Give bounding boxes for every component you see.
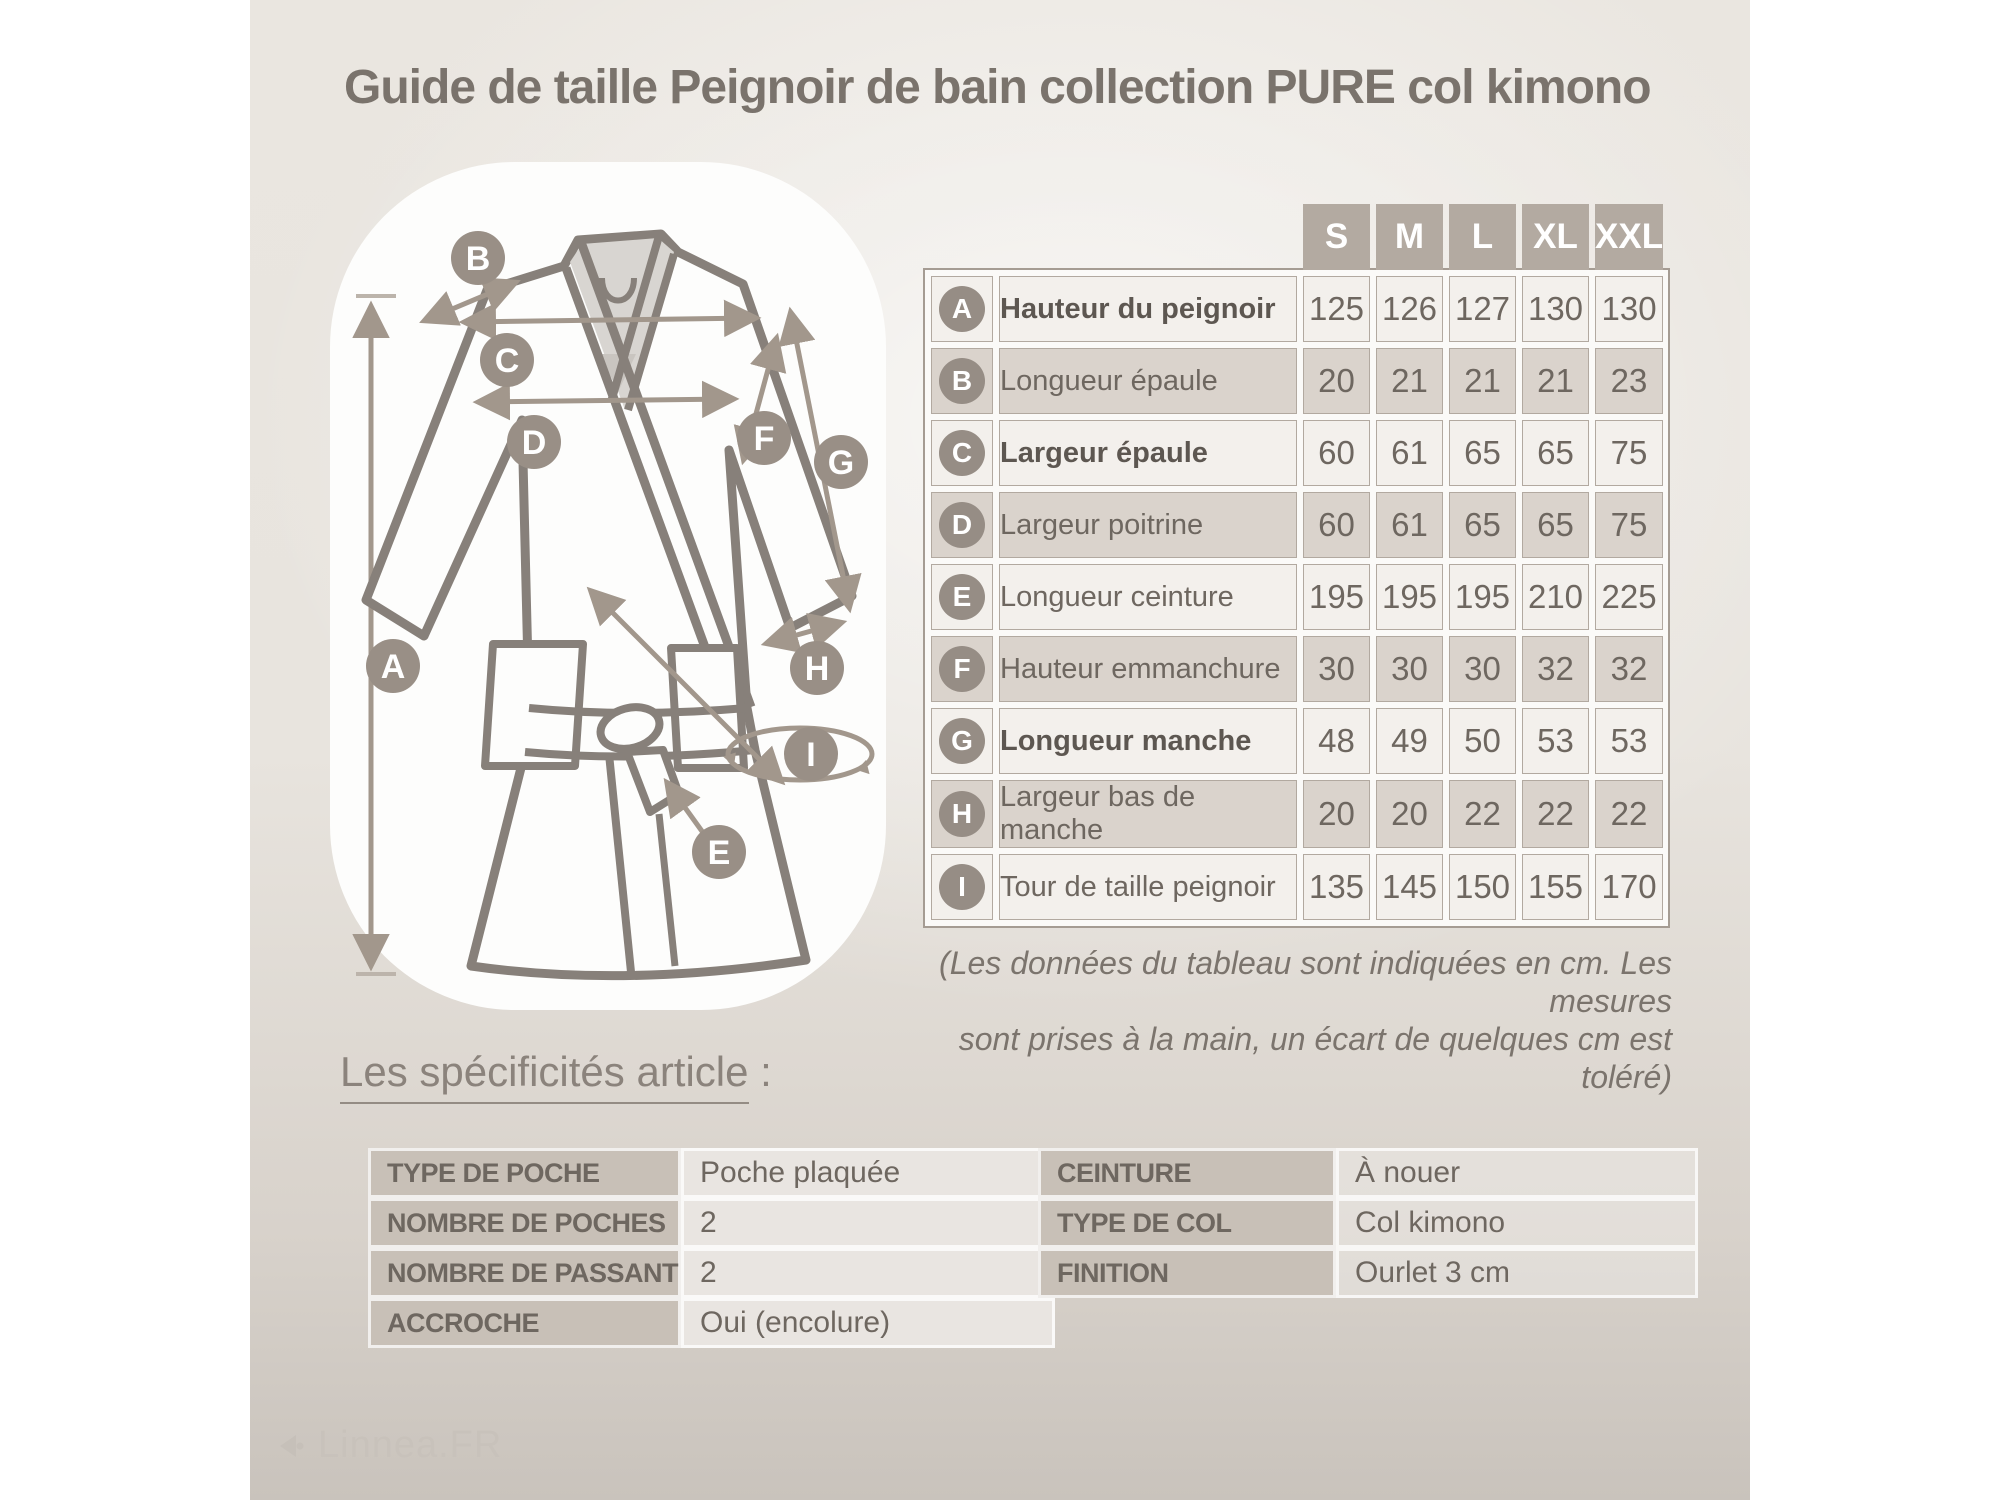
- cell-value: 65: [1522, 420, 1589, 486]
- cell-value: 61: [1376, 492, 1443, 558]
- specifics-heading: [340, 1048, 772, 1096]
- spec-value: Oui (encolure): [681, 1298, 1055, 1348]
- cell-value: 50: [1449, 708, 1516, 774]
- cell-value: 75: [1595, 420, 1663, 486]
- header-spacer: [999, 204, 1297, 270]
- table-row-g: [931, 708, 1663, 774]
- row-letter-badge: H: [939, 791, 985, 837]
- size-header-m: M: [1376, 204, 1443, 270]
- table-row-d: [931, 492, 1663, 558]
- size-header-l: L: [1449, 204, 1516, 270]
- row-letter-badge: B: [939, 358, 985, 404]
- row-label: Largeur poitrine: [999, 492, 1297, 558]
- cell-value: 30: [1449, 636, 1516, 702]
- cell-value: 30: [1376, 636, 1443, 702]
- spec-row: [1038, 1198, 1698, 1248]
- cell-value: 61: [1376, 420, 1443, 486]
- cell-value: 125: [1303, 276, 1370, 342]
- brand-logo: [272, 1424, 502, 1467]
- cell-value: 195: [1303, 564, 1370, 630]
- badge-b-label: B: [465, 240, 491, 278]
- specifics-table-left: [368, 1148, 1055, 1348]
- badge-h-label: H: [804, 650, 830, 688]
- spec-label: NOMBRE DE PASSANT: [368, 1248, 681, 1298]
- cell-value: 170: [1595, 854, 1663, 920]
- row-letter-badge: D: [939, 502, 985, 548]
- cell-value: 195: [1449, 564, 1516, 630]
- spec-row: [368, 1148, 1055, 1198]
- measure-d-arrow: [480, 399, 732, 402]
- cell-value: 22: [1449, 780, 1516, 848]
- badge-d-label: D: [521, 424, 547, 462]
- row-label: Longueur épaule: [999, 348, 1297, 414]
- row-letter-badge: A: [939, 286, 985, 332]
- spec-value: Ourlet 3 cm: [1336, 1248, 1698, 1298]
- cell-value: 30: [1303, 636, 1370, 702]
- spec-label: NOMBRE DE POCHES: [368, 1198, 681, 1248]
- cell-value: 23: [1595, 348, 1663, 414]
- row-letter-badge: G: [939, 718, 985, 764]
- table-note-line2: sont prises à la main, un écart de quelques cm est toléré): [958, 1021, 1672, 1095]
- spec-label: ACCROCHE: [368, 1298, 681, 1348]
- row-label: Largeur bas de manche: [999, 780, 1297, 848]
- badge-c-label: C: [494, 342, 520, 380]
- table-row-a: [931, 276, 1663, 342]
- cell-value: 22: [1595, 780, 1663, 848]
- spec-row: [368, 1298, 1055, 1348]
- spec-row: [368, 1248, 1055, 1298]
- cell-value: 127: [1449, 276, 1516, 342]
- cell-value: 21: [1376, 348, 1443, 414]
- cell-value: 48: [1303, 708, 1370, 774]
- row-label: Hauteur du peignoir: [999, 276, 1297, 342]
- row-label: Tour de taille peignoir: [999, 854, 1297, 920]
- cell-value: 225: [1595, 564, 1663, 630]
- size-header-xxl: XXL: [1595, 204, 1663, 270]
- spec-row: [1038, 1248, 1698, 1298]
- linnea-leaf-icon: [272, 1429, 306, 1463]
- cell-value: 20: [1303, 780, 1370, 848]
- table-row-f: [931, 636, 1663, 702]
- row-label: Longueur manche: [999, 708, 1297, 774]
- spec-label: CEINTURE: [1038, 1148, 1336, 1198]
- table-row-i: [931, 854, 1663, 920]
- cell-value: 22: [1522, 780, 1589, 848]
- cell-value: 135: [1303, 854, 1370, 920]
- cell-value: 20: [1376, 780, 1443, 848]
- row-letter-badge: I: [939, 864, 985, 910]
- badge-i-label: I: [806, 736, 816, 774]
- cell-value: 65: [1522, 492, 1589, 558]
- specifics-heading-colon: :: [748, 1048, 772, 1095]
- table-row-h: [931, 780, 1663, 848]
- spec-value: 2: [681, 1198, 1055, 1248]
- cell-value: 53: [1522, 708, 1589, 774]
- robe-measurement-diagram-icon: [330, 162, 886, 1010]
- cell-value: 145: [1376, 854, 1443, 920]
- cell-value: 65: [1449, 492, 1516, 558]
- size-table: [925, 198, 1669, 926]
- brand-logo-text: Linnea.FR: [318, 1424, 503, 1466]
- specifics-heading-text: Les spécificités article: [340, 1048, 749, 1104]
- size-header-row: [931, 204, 1663, 270]
- measure-h-arrow: [768, 623, 840, 643]
- cell-value: 32: [1522, 636, 1589, 702]
- spec-label: TYPE DE COL: [1038, 1198, 1336, 1248]
- cell-value: 150: [1449, 854, 1516, 920]
- cell-value: 20: [1303, 348, 1370, 414]
- cell-value: 32: [1595, 636, 1663, 702]
- cell-value: 130: [1522, 276, 1589, 342]
- content-panel: [250, 0, 1750, 1500]
- badge-g-label: G: [827, 444, 855, 482]
- row-label: Largeur épaule: [999, 420, 1297, 486]
- table-row-c: [931, 420, 1663, 486]
- cell-value: 75: [1595, 492, 1663, 558]
- cell-value: 130: [1595, 276, 1663, 342]
- spec-value: Col kimono: [1336, 1198, 1698, 1248]
- cell-value: 60: [1303, 492, 1370, 558]
- row-letter-badge: E: [939, 574, 985, 620]
- robe-diagram-panel: [330, 162, 886, 1010]
- table-row-b: [931, 348, 1663, 414]
- cell-value: 49: [1376, 708, 1443, 774]
- spec-value: Poche plaquée: [681, 1148, 1055, 1198]
- page-title: Guide de taille Peignoir de bain collection PURE col kimono: [344, 61, 1651, 114]
- row-label: Longueur ceinture: [999, 564, 1297, 630]
- cell-value: 60: [1303, 420, 1370, 486]
- spec-row: [368, 1198, 1055, 1248]
- cell-value: 53: [1595, 708, 1663, 774]
- specifics-table-right: [1038, 1148, 1698, 1298]
- cell-value: 155: [1522, 854, 1589, 920]
- table-note-line1: (Les données du tableau sont indiquées en cm. Les mesures: [939, 945, 1672, 1019]
- size-header-xl: XL: [1522, 204, 1589, 270]
- row-letter-badge: F: [939, 646, 985, 692]
- cell-value: 126: [1376, 276, 1443, 342]
- spec-row: [1038, 1148, 1698, 1198]
- badge-a-label: A: [380, 648, 406, 686]
- cell-value: 210: [1522, 564, 1589, 630]
- table-row-e: [931, 564, 1663, 630]
- badge-e-label: E: [707, 834, 731, 872]
- header-spacer: [931, 204, 993, 270]
- cell-value: 65: [1449, 420, 1516, 486]
- cell-value: 21: [1522, 348, 1589, 414]
- spec-value: 2: [681, 1248, 1055, 1298]
- badge-f-label: F: [753, 420, 775, 458]
- table-note: [900, 944, 1672, 1096]
- row-letter-badge: C: [939, 430, 985, 476]
- spec-label: FINITION: [1038, 1248, 1336, 1298]
- cell-value: 21: [1449, 348, 1516, 414]
- spec-value: À nouer: [1336, 1148, 1698, 1198]
- row-label: Hauteur emmanchure: [999, 636, 1297, 702]
- size-header-s: S: [1303, 204, 1370, 270]
- cell-value: 195: [1376, 564, 1443, 630]
- spec-label: TYPE DE POCHE: [368, 1148, 681, 1198]
